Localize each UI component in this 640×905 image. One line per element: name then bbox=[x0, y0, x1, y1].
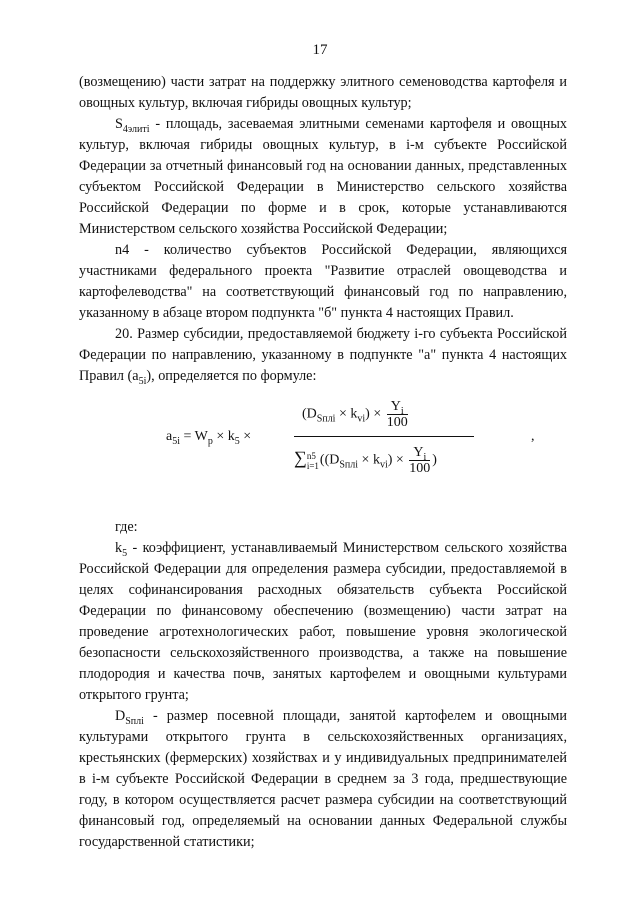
paragraph-dspl-definition bbox=[79, 706, 567, 853]
fraction-bar bbox=[294, 436, 474, 437]
symbol-a-subscript: 5i bbox=[138, 375, 147, 387]
formula-a: a bbox=[166, 429, 173, 444]
num-close: ) × bbox=[365, 406, 382, 422]
formula-k-sub: 5 bbox=[234, 435, 240, 447]
paragraph-20 bbox=[79, 324, 567, 387]
document-body bbox=[79, 72, 567, 853]
paragraph-20-text-after: ), определяется по формуле: bbox=[146, 368, 317, 384]
s4-definition-text: - площадь, засеваемая элитными семенами картофеля и овощных культур, включая гибриды овощных культур, в i-м субъекте Российской Федерации за отчетный финансовый год на основании данных, представленных субъектом Российской Федерации в Министерство сельского хозяйства Российской Федерации по форме и в срок, которые устанавливаются Министерством сельского хозяйства Российской Федерации; bbox=[79, 116, 567, 237]
symbol-a: a bbox=[132, 368, 139, 384]
den-open: ((D bbox=[319, 452, 340, 468]
num-y: Y bbox=[390, 399, 401, 414]
formula-eq-w: = W bbox=[180, 429, 208, 444]
num-y-fraction bbox=[387, 399, 408, 430]
num-y-sub: i bbox=[400, 405, 404, 417]
formula-denominator bbox=[294, 439, 514, 489]
formula-times-k: × k bbox=[212, 429, 235, 444]
formula-a-sub: 5i bbox=[172, 435, 180, 447]
sum-symbol: ∑ bbox=[294, 447, 307, 468]
k5-definition-text: - коэффициент, устанавливаемый Министерством сельского хозяйства Российской Федерации для определения размера субсидии, предоставляемой в целях софинансирования расходных обязательств субъекта Российской Федерации по финансовому обеспечению (возмещению) части затрат на проведение агротехнологических работ, повышение уровня экологической безопасности сельскохозяйственного производства, а также на повышение плодородия и качества почв, занятых картофелем и овощными культурами открытого грунта; bbox=[79, 540, 567, 703]
den-k-sub: vi bbox=[379, 459, 388, 471]
formula-fraction bbox=[294, 393, 514, 489]
symbol-d-subscript: Sплi bbox=[125, 715, 144, 727]
den-mid: × k bbox=[358, 452, 380, 468]
subsidy-formula bbox=[79, 393, 567, 487]
symbol-k-subscript: 5 bbox=[122, 547, 128, 559]
symbol-s: S bbox=[115, 116, 123, 132]
sum-upper-limit: n5 bbox=[306, 450, 316, 461]
formula-times: × bbox=[239, 429, 252, 444]
formula-wp-sub: p bbox=[207, 435, 213, 447]
symbol-k: k bbox=[115, 540, 123, 556]
symbol-s-subscript: 4элитi bbox=[122, 123, 150, 135]
paragraph-n4-definition: n4 - количество субъектов Российской Федерации, являющихся участниками федерального проекта "Развитие отраслей овощеводства и картофелеводства" на соответствующий финансовый год по направлению, указанному в абзаце втором подпункта "б" пункта 4 настоящих Правил. bbox=[79, 242, 567, 321]
symbol-d: D bbox=[115, 708, 126, 724]
dspl-definition-text: - размер посевной площади, занятой картофелем и овощными культурами открытого грунта в сельскохозяйственных организациях, крестьянских (фермерских) хозяйствах и у индивидуальных предпринимателей в i-м субъекте Российской Федерации в среднем за 3 года, предшествующие году, в котором осуществляется расчет размера субсидии на соответствующий финансовый год, определяемый на основании данных Федеральной службы государственной статистики; bbox=[79, 708, 567, 850]
num-100: 100 bbox=[386, 415, 408, 430]
formula-numerator bbox=[294, 393, 514, 439]
num-k-sub: vi bbox=[357, 413, 366, 425]
den-tail: ) bbox=[432, 452, 437, 468]
paragraph-k5-definition bbox=[79, 538, 567, 706]
where-label: где: bbox=[115, 519, 138, 535]
paragraph-1: (возмещению) части затрат на поддержку элитного семеноводства картофеля и овощных культур, включая гибриды овощных культур; bbox=[79, 74, 567, 111]
den-y-sub: i bbox=[423, 451, 427, 463]
den-y: Y bbox=[413, 445, 424, 460]
den-close: ) × bbox=[387, 452, 404, 468]
formula-comma: , bbox=[531, 429, 535, 444]
sum-lower-limit: i=1 bbox=[306, 460, 319, 471]
den-100: 100 bbox=[409, 461, 431, 476]
num-d-sub: Sплi bbox=[316, 413, 336, 425]
formula-lhs bbox=[166, 426, 251, 447]
paragraph-s4-definition bbox=[79, 114, 567, 240]
den-y-fraction bbox=[409, 445, 430, 476]
page-number: 17 bbox=[312, 42, 328, 58]
paragraph-20-text-before: 20. Размер субсидии, предоставляемой бюджету i-го субъекта Российской Федерации по направлению, указанному в подпункте "а" пункта 4 настоящих Правил ( bbox=[79, 326, 567, 384]
num-open: (D bbox=[302, 406, 317, 422]
den-d-sub: Sплi bbox=[339, 459, 359, 471]
num-mid: × k bbox=[335, 406, 358, 422]
